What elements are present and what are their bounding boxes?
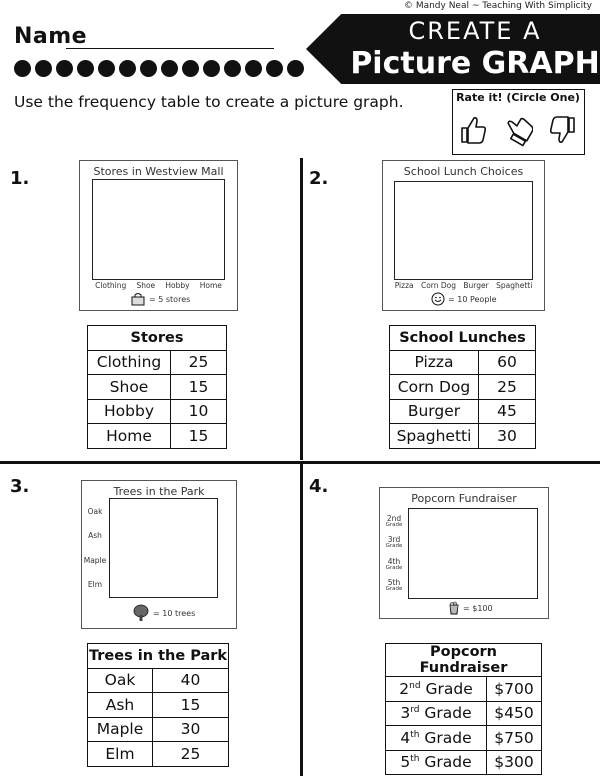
category-label: Elm — [87, 580, 103, 589]
key-text: = 10 People — [448, 294, 497, 304]
frequency-table-4 — [385, 643, 542, 775]
frequency-table-3 — [87, 643, 229, 767]
graph-key — [130, 292, 190, 306]
graph-area[interactable] — [408, 508, 538, 599]
name-line[interactable] — [66, 48, 274, 49]
graph-title: School Lunch Choices — [403, 165, 524, 178]
thumbs-up-icon[interactable] — [458, 113, 488, 147]
table-title: Popcorn Fundraiser — [386, 644, 542, 677]
table-row: Ash 15 — [88, 693, 229, 718]
table-row: 2nd Grade $700 — [386, 677, 542, 702]
category-label: 4th Grade — [385, 557, 403, 571]
picture-graph-2 — [382, 160, 545, 311]
category-label: 3rd Grade — [385, 535, 403, 549]
picture-graph-3 — [81, 480, 237, 629]
key-text: = $100 — [463, 603, 493, 613]
frequency-table-2 — [389, 325, 536, 449]
table-title: School Lunches — [390, 326, 536, 351]
table-row: Pizza 60 — [390, 350, 536, 375]
graph-area[interactable] — [109, 498, 218, 598]
graph-title: Trees in the Park — [113, 485, 205, 498]
category-label: Ash — [88, 531, 102, 540]
thumbs-down-icon[interactable] — [548, 113, 578, 147]
key-text: = 10 trees — [153, 608, 196, 618]
category-label: Maple — [83, 556, 107, 565]
divider-vertical-top — [300, 158, 303, 460]
category-label: Clothing — [95, 281, 127, 290]
tree-icon — [132, 604, 150, 622]
table-title: Stores — [88, 326, 227, 351]
table-row: Home 15 — [88, 424, 227, 449]
thumbs-side-icon[interactable] — [503, 113, 533, 147]
category-label: Hobby — [165, 281, 190, 290]
question-number: 1. — [10, 168, 30, 189]
shopping-bag-icon — [130, 292, 146, 306]
category-label: Shoe — [136, 281, 156, 290]
category-label: Oak — [87, 507, 103, 516]
graph-area[interactable] — [394, 181, 533, 280]
table-row: Spaghetti 30 — [390, 424, 536, 449]
category-label: 2nd Grade — [385, 514, 403, 528]
category-label: Pizza — [394, 281, 414, 290]
category-label: Home — [199, 281, 222, 290]
table-row: 3rd Grade $450 — [386, 701, 542, 726]
copyright-text: © Mandy Neal ~ Teaching With Simplicity — [403, 1, 592, 11]
picture-graph-1 — [79, 160, 238, 311]
graph-key — [431, 292, 497, 306]
table-row: Elm 25 — [88, 742, 229, 767]
smiley-face-icon — [431, 292, 445, 306]
rating-options — [458, 113, 578, 147]
banner-line-1: CREATE A — [408, 17, 542, 45]
instructions: Use the frequency table to create a picture graph. — [14, 93, 404, 111]
table-row: Maple 30 — [88, 717, 229, 742]
table-row: Hobby 10 — [88, 399, 227, 424]
table-row: Shoe 15 — [88, 375, 227, 400]
graph-key — [448, 601, 493, 615]
category-label: 5th Grade — [385, 578, 403, 592]
question-number: 3. — [10, 476, 30, 497]
table-row: 5th Grade $300 — [386, 750, 542, 775]
key-text: = 5 stores — [149, 294, 191, 304]
frequency-table-1 — [87, 325, 227, 449]
graph-area[interactable] — [92, 179, 225, 280]
popcorn-icon — [448, 601, 460, 615]
category-label: Burger — [463, 281, 489, 290]
divider-vertical-bottom — [300, 464, 303, 776]
category-label: Corn Dog — [420, 281, 457, 290]
name-label: Name — [14, 24, 88, 49]
table-row: Oak 40 — [88, 668, 229, 693]
question-number: 2. — [309, 168, 329, 189]
category-label: Spaghetti — [496, 281, 533, 290]
decorative-dots — [14, 60, 304, 77]
table-row: Corn Dog 25 — [390, 375, 536, 400]
picture-graph-4 — [379, 487, 549, 619]
question-number: 4. — [309, 476, 329, 497]
table-row: 4th Grade $750 — [386, 726, 542, 751]
banner-line-2: Picture GRAPH — [350, 46, 600, 81]
table-title: Trees in the Park — [88, 644, 229, 669]
graph-key — [132, 604, 195, 622]
graph-title: Popcorn Fundraiser — [411, 492, 517, 505]
graph-title: Stores in Westview Mall — [93, 165, 224, 178]
rating-label: Rate it! (Circle One) — [456, 91, 580, 104]
table-row: Burger 45 — [390, 399, 536, 424]
table-row: Clothing 25 — [88, 350, 227, 375]
